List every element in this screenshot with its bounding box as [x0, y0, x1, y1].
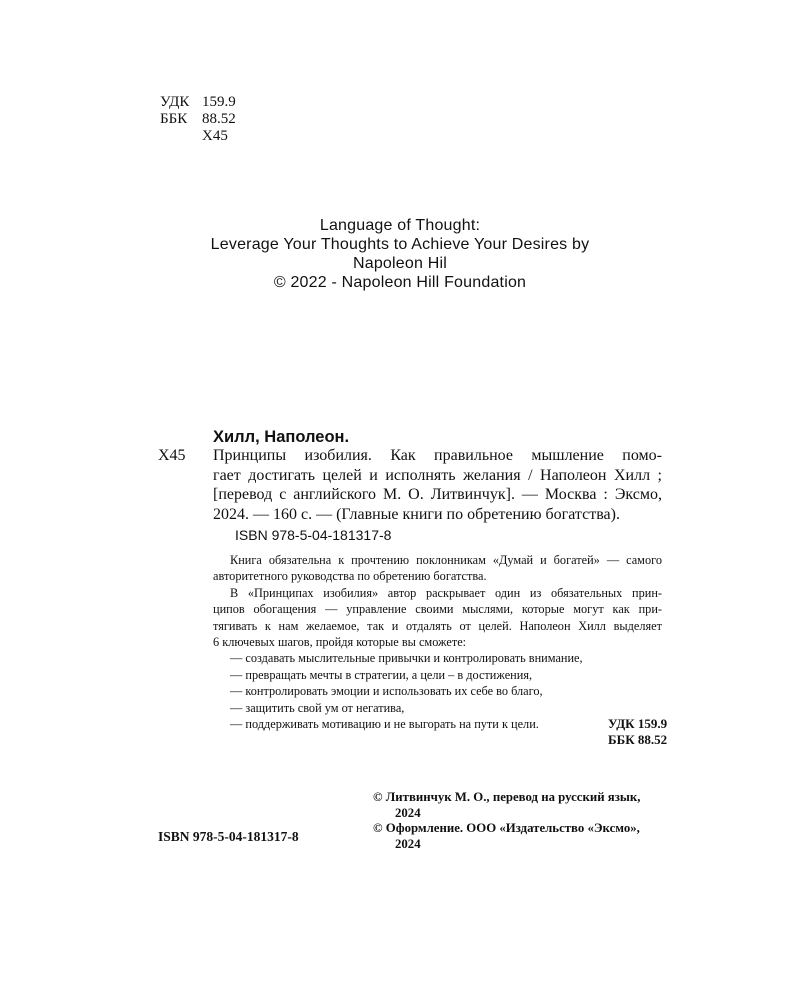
udk-row	[160, 94, 236, 111]
bbk-row	[160, 111, 236, 128]
annotation-bullet-3: — контролировать эмоции и использовать их себе во благо,	[230, 684, 543, 699]
author-mark: Х45	[202, 128, 228, 144]
annotation-bullet-1: — создавать мыслительные привычки и контролировать внимание,	[230, 651, 583, 666]
original-title-line-3: Napoleon Hil	[352, 255, 447, 272]
annotation-bullet-2: — превращать мечты в стратегии, а цели – в достижения,	[230, 667, 533, 682]
udk-code-right: УДК 159.9	[608, 716, 668, 731]
copyright-block	[373, 790, 640, 852]
annotation-p2-line-1: В «Принципах изобилия» автор раскрывает один из обязательных прин-	[230, 585, 662, 600]
record-author: Хилл, Наполеон.	[213, 428, 350, 446]
annotation-p1-line-2: авторитетного руководства по обретению богатства.	[213, 569, 487, 584]
bbk-value: 88.52	[202, 111, 236, 127]
record-desc-line-3: [перевод с английского М. О. Литвинчук]. — Москва : Эксмо,	[213, 486, 662, 503]
annotation	[213, 552, 662, 732]
original-title-block	[160, 216, 640, 292]
record-author-mark: Х45	[158, 447, 186, 464]
record-description	[213, 446, 662, 524]
annotation-p2-line-3: тягивать к нам желаемое, так и отдалять от целей. Наполеон Хилл выделяет	[213, 618, 662, 633]
annotation-bullet-4: — защитить свой ум от негатива,	[230, 700, 405, 715]
original-title-line-2: Leverage Your Thoughts to Achieve Your Desires by	[210, 236, 590, 253]
bbk-label: ББК	[160, 111, 188, 127]
record-desc-line-1: Принципы изобилия. Как правильное мышление помо-	[213, 447, 662, 464]
udk-label: УДК	[160, 94, 190, 110]
original-copyright-line: © 2022 - Napoleon Hill Foundation	[273, 274, 527, 291]
original-title-line-1: Language of Thought:	[319, 217, 481, 234]
record-desc-line-2: гает достигать целей и исполнять желания / Наполеон Хилл ;	[213, 466, 662, 484]
author-mark-row	[160, 128, 236, 145]
classification-block	[160, 94, 236, 145]
copyright-translation-line-1: © Литвинчук М. О., перевод на русский язык,	[373, 790, 641, 804]
record-isbn: ISBN 978-5-04-181317-8	[235, 527, 392, 543]
copyright-design-line-1: © Оформление. ООО «Издательство «Эксмо»,	[373, 821, 640, 835]
copyright-translation-line-2: 2024	[395, 805, 421, 820]
isbn-bottom: ISBN 978-5-04-181317-8	[158, 829, 299, 844]
annotation-bullet-5: — поддерживать мотивацию и не выгорать на пути к цели.	[230, 717, 539, 732]
annotation-p1-line-1: Книга обязательна к прочтению поклонникам «Думай и богатей» — самого	[230, 553, 662, 567]
bbk-code-right: ББК 88.52	[608, 732, 668, 747]
annotation-p2-line-2: ципов обогащения — управление своими мыслями, которые могут как при-	[213, 602, 662, 617]
classification-codes-right	[608, 716, 667, 748]
udk-value: 159.9	[202, 94, 236, 110]
copyright-design-line-2: 2024	[395, 836, 421, 851]
annotation-p2-line-4: 6 ключевых шагов, пройдя которые вы сможете:	[213, 635, 467, 650]
record-desc-line-4: 2024. — 160 с. — (Главные книги по обретению богатства).	[213, 505, 620, 523]
